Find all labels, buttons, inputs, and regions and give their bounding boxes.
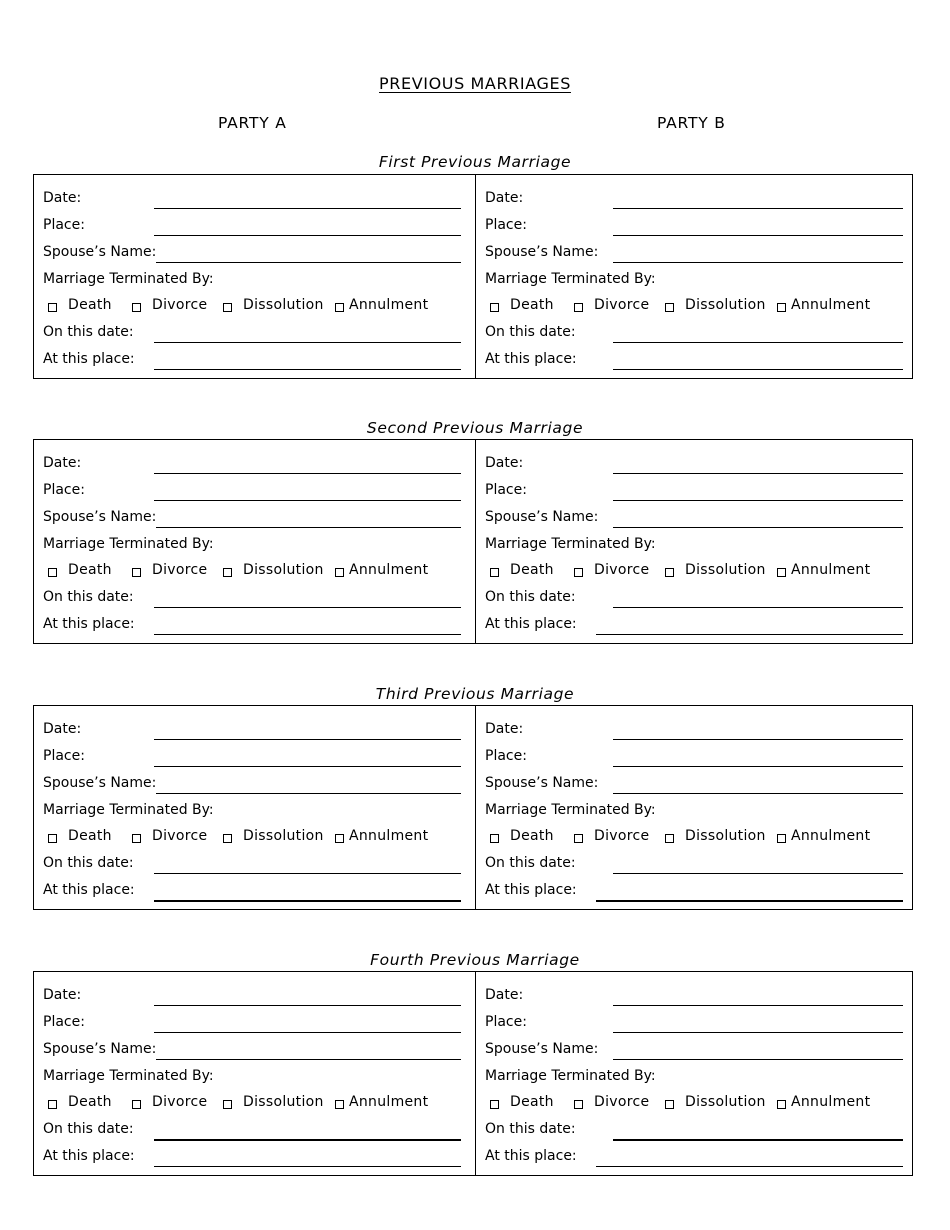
spouse-name-label: Spouse’s Name: (43, 775, 157, 791)
death-checkbox[interactable] (490, 1100, 499, 1109)
dissolution-checkbox[interactable] (665, 303, 674, 312)
terminated-by-label: Marriage Terminated By: (485, 536, 656, 552)
spouse-name-label: Spouse’s Name: (485, 244, 599, 260)
at-this-place-label: At this place: (43, 1148, 135, 1164)
dissolution-option-label: Dissolution (685, 828, 766, 844)
section-title: Third Previous Marriage (375, 685, 575, 703)
place-label: Place: (485, 1014, 527, 1030)
terminated-by-label: Marriage Terminated By: (485, 271, 656, 287)
party-b-place-field[interactable] (613, 235, 903, 236)
annulment-checkbox[interactable] (777, 834, 786, 843)
death-option-label: Death (68, 562, 112, 578)
section-title: Second Previous Marriage (366, 419, 584, 437)
place-label: Place: (485, 482, 527, 498)
party-a-date-field[interactable] (154, 739, 461, 740)
annulment-checkbox[interactable] (335, 834, 344, 843)
death-checkbox[interactable] (48, 568, 57, 577)
annulment-option-label: Annulment (349, 828, 429, 844)
dissolution-option-label: Dissolution (685, 297, 766, 313)
party-b-place-field[interactable] (613, 1032, 903, 1033)
death-option-label: Death (510, 562, 554, 578)
party-b-place-field[interactable] (613, 500, 903, 501)
on-this-date-label: On this date: (485, 855, 576, 871)
party-a-date-field[interactable] (154, 1005, 461, 1006)
date-label: Date: (43, 455, 82, 471)
divorce-option-label: Divorce (594, 297, 650, 313)
party-a-on-this-date-field[interactable] (154, 1139, 461, 1141)
place-label: Place: (43, 482, 85, 498)
party-a-on-this-date-field[interactable] (154, 873, 461, 874)
party-b-spouse-name-field[interactable] (613, 262, 903, 263)
party-b-heading: PARTY B (657, 114, 726, 132)
spouse-name-label: Spouse’s Name: (43, 1041, 157, 1057)
at-this-place-label: At this place: (43, 882, 135, 898)
divorce-option-label: Divorce (152, 562, 208, 578)
marriage-form-box (33, 174, 913, 379)
annulment-option-label: Annulment (791, 562, 871, 578)
marriage-form-box (33, 705, 913, 910)
party-a-at-this-place-field[interactable] (154, 634, 461, 635)
dissolution-checkbox[interactable] (223, 834, 232, 843)
divorce-option-label: Divorce (594, 1094, 650, 1110)
party-b-place-field[interactable] (613, 766, 903, 767)
dissolution-checkbox[interactable] (223, 568, 232, 577)
party-a-spouse-name-field[interactable] (156, 527, 461, 528)
divorce-checkbox[interactable] (574, 1100, 583, 1109)
page-title-text: PREVIOUS MARRIAGES (379, 74, 571, 93)
spouse-name-label: Spouse’s Name: (485, 509, 599, 525)
annulment-checkbox[interactable] (335, 303, 344, 312)
annulment-option-label: Annulment (349, 1094, 429, 1110)
divorce-option-label: Divorce (152, 1094, 208, 1110)
annulment-checkbox[interactable] (777, 303, 786, 312)
death-option-label: Death (510, 828, 554, 844)
death-option-label: Death (68, 1094, 112, 1110)
marriage-form-box (33, 439, 913, 644)
column-divider (475, 175, 476, 378)
party-b-date-field[interactable] (613, 739, 903, 740)
party-a-at-this-place-field[interactable] (154, 1166, 461, 1167)
section-title: Fourth Previous Marriage (370, 951, 580, 969)
party-a-place-field[interactable] (154, 500, 461, 501)
party-b-spouse-name-field[interactable] (613, 1059, 903, 1060)
annulment-checkbox[interactable] (777, 568, 786, 577)
on-this-date-label: On this date: (43, 1121, 134, 1137)
party-a-on-this-date-field[interactable] (154, 342, 461, 343)
party-a-place-field[interactable] (154, 766, 461, 767)
column-divider (475, 972, 476, 1175)
spouse-name-label: Spouse’s Name: (485, 1041, 599, 1057)
column-divider (475, 440, 476, 643)
terminated-by-label: Marriage Terminated By: (485, 802, 656, 818)
party-b-on-this-date-field[interactable] (613, 873, 903, 874)
annulment-checkbox[interactable] (335, 568, 344, 577)
death-option-label: Death (68, 828, 112, 844)
dissolution-checkbox[interactable] (223, 1100, 232, 1109)
date-label: Date: (485, 721, 524, 737)
death-checkbox[interactable] (48, 1100, 57, 1109)
column-divider (475, 706, 476, 909)
divorce-checkbox[interactable] (574, 303, 583, 312)
party-b-at-this-place-field[interactable] (613, 369, 903, 370)
party-a-place-field[interactable] (154, 235, 461, 236)
divorce-checkbox[interactable] (132, 1100, 141, 1109)
dissolution-option-label: Dissolution (685, 562, 766, 578)
death-checkbox[interactable] (490, 303, 499, 312)
dissolution-option-label: Dissolution (243, 828, 324, 844)
party-b-on-this-date-field[interactable] (613, 342, 903, 343)
party-a-spouse-name-field[interactable] (156, 262, 461, 263)
at-this-place-label: At this place: (485, 882, 577, 898)
dissolution-checkbox[interactable] (665, 1100, 674, 1109)
on-this-date-label: On this date: (43, 589, 134, 605)
terminated-by-label: Marriage Terminated By: (43, 271, 214, 287)
divorce-option-label: Divorce (594, 562, 650, 578)
on-this-date-label: On this date: (485, 1121, 576, 1137)
death-checkbox[interactable] (490, 568, 499, 577)
party-a-spouse-name-field[interactable] (156, 793, 461, 794)
party-b-date-field[interactable] (613, 473, 903, 474)
at-this-place-label: At this place: (43, 351, 135, 367)
party-b-on-this-date-field[interactable] (613, 1139, 903, 1141)
dissolution-option-label: Dissolution (685, 1094, 766, 1110)
party-b-at-this-place-field[interactable] (596, 900, 903, 902)
death-option-label: Death (68, 297, 112, 313)
divorce-option-label: Divorce (152, 828, 208, 844)
party-a-at-this-place-field[interactable] (154, 369, 461, 370)
party-b-spouse-name-field[interactable] (613, 793, 903, 794)
divorce-option-label: Divorce (594, 828, 650, 844)
at-this-place-label: At this place: (485, 1148, 577, 1164)
terminated-by-label: Marriage Terminated By: (485, 1068, 656, 1084)
spouse-name-label: Spouse’s Name: (485, 775, 599, 791)
divorce-checkbox[interactable] (132, 834, 141, 843)
dissolution-checkbox[interactable] (665, 834, 674, 843)
party-a-date-field[interactable] (154, 208, 461, 209)
death-checkbox[interactable] (490, 834, 499, 843)
annulment-option-label: Annulment (349, 562, 429, 578)
party-b-at-this-place-field[interactable] (596, 1166, 903, 1167)
annulment-option-label: Annulment (791, 297, 871, 313)
annulment-checkbox[interactable] (777, 1100, 786, 1109)
at-this-place-label: At this place: (485, 616, 577, 632)
date-label: Date: (485, 455, 524, 471)
dissolution-option-label: Dissolution (243, 297, 324, 313)
spouse-name-label: Spouse’s Name: (43, 509, 157, 525)
divorce-checkbox[interactable] (574, 834, 583, 843)
party-a-on-this-date-field[interactable] (154, 607, 461, 608)
at-this-place-label: At this place: (43, 616, 135, 632)
place-label: Place: (485, 748, 527, 764)
place-label: Place: (43, 217, 85, 233)
party-a-heading: PARTY A (218, 114, 287, 132)
party-a-date-field[interactable] (154, 473, 461, 474)
marriage-form-box (33, 971, 913, 1176)
death-checkbox[interactable] (48, 303, 57, 312)
dissolution-checkbox[interactable] (223, 303, 232, 312)
party-b-date-field[interactable] (613, 1005, 903, 1006)
date-label: Date: (43, 987, 82, 1003)
dissolution-option-label: Dissolution (243, 1094, 324, 1110)
divorce-checkbox[interactable] (132, 303, 141, 312)
date-label: Date: (43, 721, 82, 737)
party-a-at-this-place-field[interactable] (154, 900, 461, 902)
party-b-at-this-place-field[interactable] (596, 634, 903, 635)
page-title (0, 74, 950, 93)
date-label: Date: (485, 190, 524, 206)
annulment-checkbox[interactable] (335, 1100, 344, 1109)
death-option-label: Death (510, 1094, 554, 1110)
annulment-option-label: Annulment (791, 1094, 871, 1110)
date-label: Date: (43, 190, 82, 206)
annulment-option-label: Annulment (349, 297, 429, 313)
terminated-by-label: Marriage Terminated By: (43, 536, 214, 552)
date-label: Date: (485, 987, 524, 1003)
place-label: Place: (43, 748, 85, 764)
dissolution-checkbox[interactable] (665, 568, 674, 577)
dissolution-option-label: Dissolution (243, 562, 324, 578)
on-this-date-label: On this date: (43, 324, 134, 340)
at-this-place-label: At this place: (485, 351, 577, 367)
terminated-by-label: Marriage Terminated By: (43, 802, 214, 818)
party-a-place-field[interactable] (154, 1032, 461, 1033)
divorce-checkbox[interactable] (574, 568, 583, 577)
on-this-date-label: On this date: (43, 855, 134, 871)
terminated-by-label: Marriage Terminated By: (43, 1068, 214, 1084)
annulment-option-label: Annulment (791, 828, 871, 844)
divorce-checkbox[interactable] (132, 568, 141, 577)
party-b-spouse-name-field[interactable] (613, 527, 903, 528)
death-checkbox[interactable] (48, 834, 57, 843)
on-this-date-label: On this date: (485, 324, 576, 340)
death-option-label: Death (510, 297, 554, 313)
section-title: First Previous Marriage (378, 153, 572, 171)
spouse-name-label: Spouse’s Name: (43, 244, 157, 260)
party-b-date-field[interactable] (613, 208, 903, 209)
place-label: Place: (43, 1014, 85, 1030)
on-this-date-label: On this date: (485, 589, 576, 605)
party-b-on-this-date-field[interactable] (613, 607, 903, 608)
divorce-option-label: Divorce (152, 297, 208, 313)
place-label: Place: (485, 217, 527, 233)
party-a-spouse-name-field[interactable] (156, 1059, 461, 1060)
